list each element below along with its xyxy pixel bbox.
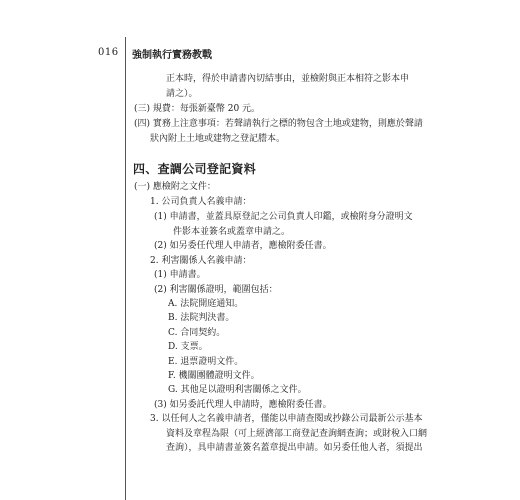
body-line: 狀內附上土地或建物之登記謄本。 (150, 134, 286, 144)
list-item: (1) 申請書。 (154, 270, 206, 280)
body-line: 件影本並簽名或蓋章申請之。 (173, 227, 291, 237)
section-heading: 四、查調公司登記資料 (133, 162, 257, 176)
list-item: 2. 利害關係人名義申請： (150, 256, 252, 266)
list-item: (2) 如另委任代理人申請者，應檢附委任書。 (154, 241, 332, 251)
list-item-fees: (三) 規費：每張新臺幣 20 元。 (134, 104, 261, 114)
body-line: 請之）。 (166, 89, 198, 99)
list-item: (1) 申請書，並蓋具原登記之公司負責人印鑑，或檢附身分證明文 (154, 212, 413, 222)
list-item: A. 法院開庭通知。 (168, 299, 244, 309)
list-item: (2) 利害關係證明，範圍包括： (154, 285, 278, 295)
body-line: 查詢），具申請書並簽名蓋章提出申請。如另委任他人者，須提出 (166, 443, 423, 453)
list-item: C. 合同契約。 (168, 328, 226, 338)
list-item: 1. 公司負責人名義申請： (150, 197, 252, 207)
header-divider (125, 37, 126, 500)
list-item: G. 其他足以證明利害關係之文件。 (168, 385, 307, 395)
list-item: E. 退票證明文件。 (168, 357, 244, 367)
page-number: 016 (98, 47, 119, 58)
list-item: 3. 以任何人之名義申請者，僅能以申請查閱或抄錄公司最新公示基本 (150, 414, 423, 424)
running-header-title: 強制執行實務教戰 (132, 50, 212, 61)
list-item: F. 機關團體證明文件。 (168, 371, 260, 381)
list-item-notes: (四) 實務上注意事項：若聲請執行之標的物包含土地或建物，則應於聲請 (134, 119, 423, 129)
list-item-required-documents: (一) 應檢附之文件： (134, 182, 216, 192)
list-item: D. 支票。 (168, 342, 208, 352)
list-item: (3) 如另委託代理人申請時，應檢附委任書。 (154, 400, 332, 410)
list-item: B. 法院判決書。 (168, 313, 235, 323)
body-line: 正本時，得於申請書內切結事由，並檢附與正本相符之影本申 (166, 74, 410, 84)
body-line: 資料及章程為限（可上經濟部工商登記查詢網查詢；或財稅入口網 (166, 429, 428, 439)
